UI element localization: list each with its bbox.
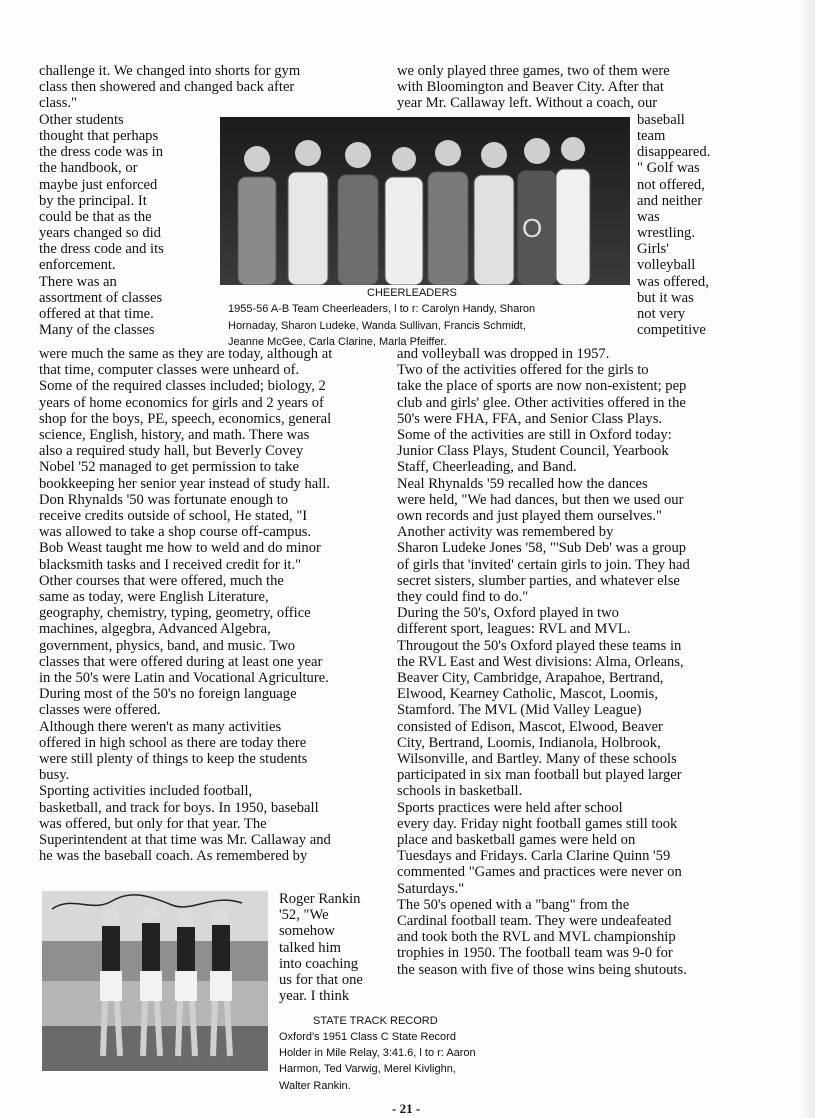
- text-line: receive credits outside of school, He stated, "I: [39, 508, 308, 524]
- text-line: trophies in 1950. The football team was 9-0 for: [397, 945, 673, 962]
- text-line: Stamford. The MVL (Mid Valley League): [397, 702, 642, 719]
- text-line: but it was: [637, 289, 694, 306]
- text-line: take the place of sports are now non-existent; pep: [397, 378, 687, 395]
- text-line: Girls': [637, 241, 669, 258]
- text-line: us for that one: [279, 972, 363, 988]
- text-line: could be that as the: [39, 208, 152, 225]
- text-line: that time, computer classes were unheard of.: [39, 362, 300, 379]
- text-line: of girls that 'invited' certain girls to join. They had: [397, 556, 690, 573]
- cheer-caption-title: CHEERLEADERS: [367, 287, 457, 299]
- text-line: team: [637, 128, 666, 145]
- text-line: consisted of Edison, Mascot, Elwood, Beaver: [397, 718, 663, 735]
- text-line: was: [637, 208, 660, 225]
- text-line: Staff, Cheerleading, and Band.: [397, 459, 577, 476]
- cheerleaders-photo: [220, 117, 630, 285]
- text-line: own records and just played them ourselves.": [397, 508, 662, 524]
- text-line: year Mr. Callaway left. Without a coach, our: [397, 95, 658, 112]
- text-line: years changed so did: [39, 225, 161, 242]
- text-line: Some of the required classes included; biology, 2: [39, 378, 326, 395]
- text-line: Sharon Ludeke Jones '58, "'Sub Deb' was a group: [397, 540, 687, 557]
- track-caption-line: Holder in Mile Relay, 3:41.6, l to r: Aaron: [279, 1047, 476, 1060]
- text-line: Sports practices were held after school: [397, 799, 623, 816]
- text-line: Two of the activities offered for the girls to: [397, 362, 649, 379]
- cheer-caption-line: 1955-56 A-B Team Cheerleaders, l to r: Carolyn Handy, Sharon: [228, 303, 536, 315]
- text-line: Some of the activities are still in Oxford today:: [397, 427, 672, 443]
- text-line: disappeared.: [637, 144, 711, 161]
- text-line: with Bloomington and Beaver City. After that: [397, 79, 664, 96]
- track-caption-line: Walter Rankin.: [279, 1079, 351, 1092]
- text-line: Cardinal football team. They were undeafeated: [397, 913, 672, 929]
- text-line: Througout the 50's Oxford played these teams in: [397, 637, 682, 654]
- text-line: blacksmith tasks and I received credit for it.": [39, 556, 302, 573]
- text-line: every day. Friday night football games still took: [397, 815, 678, 832]
- track-caption-title: STATE TRACK RECORD: [313, 1015, 438, 1027]
- page-edge-shadow: [799, 0, 815, 1118]
- cheerleaders-image: [220, 117, 630, 285]
- text-line: also a required study hall, but Beverly Covey: [39, 443, 304, 460]
- text-line: classes were offered.: [39, 702, 161, 719]
- text-line: assortment of classes: [39, 289, 163, 306]
- page-number: - 21 -: [392, 1101, 421, 1116]
- text-line: the dress code was in: [39, 144, 164, 161]
- text-line: shop for the boys, PE, speech, economics, general: [39, 410, 332, 427]
- cheer-caption-line: Hornaday, Sharon Ludeke, Wanda Sullivan, Francis Schmidt,: [228, 319, 526, 332]
- text-line: bookkeeping her senior year instead of study hall.: [39, 475, 330, 492]
- text-line: maybe just enforced: [39, 176, 158, 193]
- text-line: were held, "We had dances, but then we used our: [397, 491, 684, 508]
- text-line: class.": [39, 95, 77, 112]
- track-caption-line: Oxford's 1951 Class C State Record: [279, 1031, 456, 1043]
- text-line: The 50's opened with a "bang" from the: [397, 896, 630, 913]
- text-line: was offered, but only for that year. The: [39, 815, 267, 832]
- text-line: was allowed to take a shop course off-campus.: [39, 524, 312, 541]
- text-line: he was the baseball coach. As remembered by: [39, 848, 308, 865]
- text-line: the handbook, or: [39, 160, 138, 177]
- text-line: commented "Games and practices were never on: [397, 864, 682, 881]
- text-line: During most of the 50's no foreign language: [39, 686, 297, 703]
- text-line: the dress code and its: [39, 241, 164, 258]
- text-line: Roger Rankin: [279, 891, 361, 907]
- text-line: Neal Rhynalds '59 recalled how the dances: [397, 475, 648, 492]
- text-line: years of home economics for girls and 2 years of: [39, 394, 324, 411]
- text-line: were much the same as they are today, although at: [39, 346, 333, 362]
- text-line: Elwood, Kearney Catholic, Mascot, Loomis,: [397, 686, 659, 703]
- text-line: year. I think: [279, 988, 350, 1005]
- text-line: offered at that time.: [39, 305, 154, 322]
- text-line: the season with five of those wins being shutouts.: [397, 961, 687, 978]
- text-line: government, physics, band, and music. Two: [39, 637, 296, 654]
- text-line: Although there weren't as many activities: [39, 718, 282, 735]
- text-line: " Golf was: [637, 160, 700, 177]
- text-line: somehow: [279, 923, 335, 940]
- text-line: class then showered and changed back after: [39, 79, 295, 96]
- text-line: and took both the RVL and MVL championship: [397, 929, 676, 946]
- text-line: geography, chemistry, typing, geometry, office: [39, 605, 311, 622]
- text-line: the RVL East and West divisions: Alma, Orleans,: [397, 653, 684, 670]
- text-line: Wilsonville, and Bartley. Many of these schools: [397, 751, 677, 767]
- text-line: During the 50's, Oxford played in two: [397, 605, 619, 622]
- track-photo: [42, 891, 268, 1071]
- text-line: in the 50's were Latin and Vocational Agriculture.: [39, 670, 329, 686]
- text-line: they could find to do.": [397, 589, 529, 605]
- text-line: Bob Weast taught me how to weld and do minor: [39, 540, 321, 557]
- text-line: 50's were FHA, FFA, and Senior Class Plays.: [397, 410, 663, 427]
- text-line: talked him: [279, 939, 342, 956]
- text-line: were still plenty of things to keep the students: [39, 751, 308, 767]
- text-line: Beaver City, Cambridge, Arapahoe, Bertrand,: [397, 670, 664, 686]
- text-line: was offered,: [637, 273, 709, 290]
- text-line: Superintendent at that time was Mr. Callaway and: [39, 832, 331, 848]
- text-line: Junior Class Plays, Student Council, Yearbook: [397, 443, 669, 460]
- text-line: different sport, leagues: RVL and MVL.: [397, 621, 631, 638]
- text-line: Many of the classes: [39, 321, 155, 338]
- text-line: busy.: [39, 767, 70, 784]
- text-line: we only played three games, two of them were: [397, 63, 670, 79]
- text-line: classes that were offered during at least one year: [39, 653, 323, 670]
- text-line: Saturdays.": [397, 880, 465, 897]
- text-line: into coaching: [279, 955, 359, 972]
- text-line: Nobel '52 managed to get permission to take: [39, 459, 299, 476]
- text-line: not offered,: [637, 176, 705, 193]
- text-line: secret sisters, slumber parties, and whatever else: [397, 572, 680, 589]
- text-line: volleyball: [637, 257, 696, 274]
- text-line: place and basketball games were held on: [397, 832, 636, 848]
- text-line: Don Rhynalds '50 was fortunate enough to: [39, 491, 289, 508]
- text-line: City, Bertrand, Loomis, Indianola, Holbrook,: [397, 734, 661, 751]
- text-line: basketball, and track for boys. In 1950, baseball: [39, 799, 319, 816]
- text-line: club and girls' glee. Other activities offered in the: [397, 394, 686, 411]
- svg-text:O: O: [522, 213, 543, 243]
- text-line: Other students: [39, 112, 124, 128]
- text-line: There was an: [39, 273, 117, 290]
- text-line: science, English, history, and math. There was: [39, 427, 310, 443]
- text-line: Another activity was remembered by: [397, 524, 614, 541]
- track-image: [42, 891, 268, 1071]
- text-line: schools in basketball.: [397, 783, 523, 800]
- text-line: Other courses that were offered, much the: [39, 572, 284, 589]
- text-line: machines, algegbra, Advanced Algebra,: [39, 621, 271, 638]
- text-line: offered in high school as there are today there: [39, 734, 307, 751]
- text-line: by the principal. It: [39, 192, 147, 209]
- text-line: not very: [637, 305, 686, 322]
- text-line: same as today, were English Literature,: [39, 589, 269, 605]
- text-line: Sporting activities included football,: [39, 783, 253, 800]
- text-line: competitive: [637, 321, 706, 338]
- text-line: enforcement.: [39, 257, 116, 274]
- text-line: thought that perhaps: [39, 128, 159, 145]
- text-line: participated in six man football but played larger: [397, 767, 682, 784]
- track-caption-line: Harmon, Ted Varwig, Merel Kivlighn,: [279, 1063, 456, 1076]
- text-line: wrestling.: [637, 225, 695, 242]
- text-line: challenge it. We changed into shorts for gym: [39, 63, 301, 79]
- text-line: Tuesdays and Fridays. Carla Clarine Quinn '59: [397, 848, 671, 865]
- text-line: baseball: [637, 112, 685, 128]
- text-line: '52, "We: [279, 907, 329, 924]
- text-line: and neither: [637, 192, 703, 209]
- cheer-caption-line: Jeanne McGee, Carla Clarine, Marla Pfeiffer.: [228, 336, 447, 348]
- text-line: and volleyball was dropped in 1957.: [397, 346, 610, 362]
